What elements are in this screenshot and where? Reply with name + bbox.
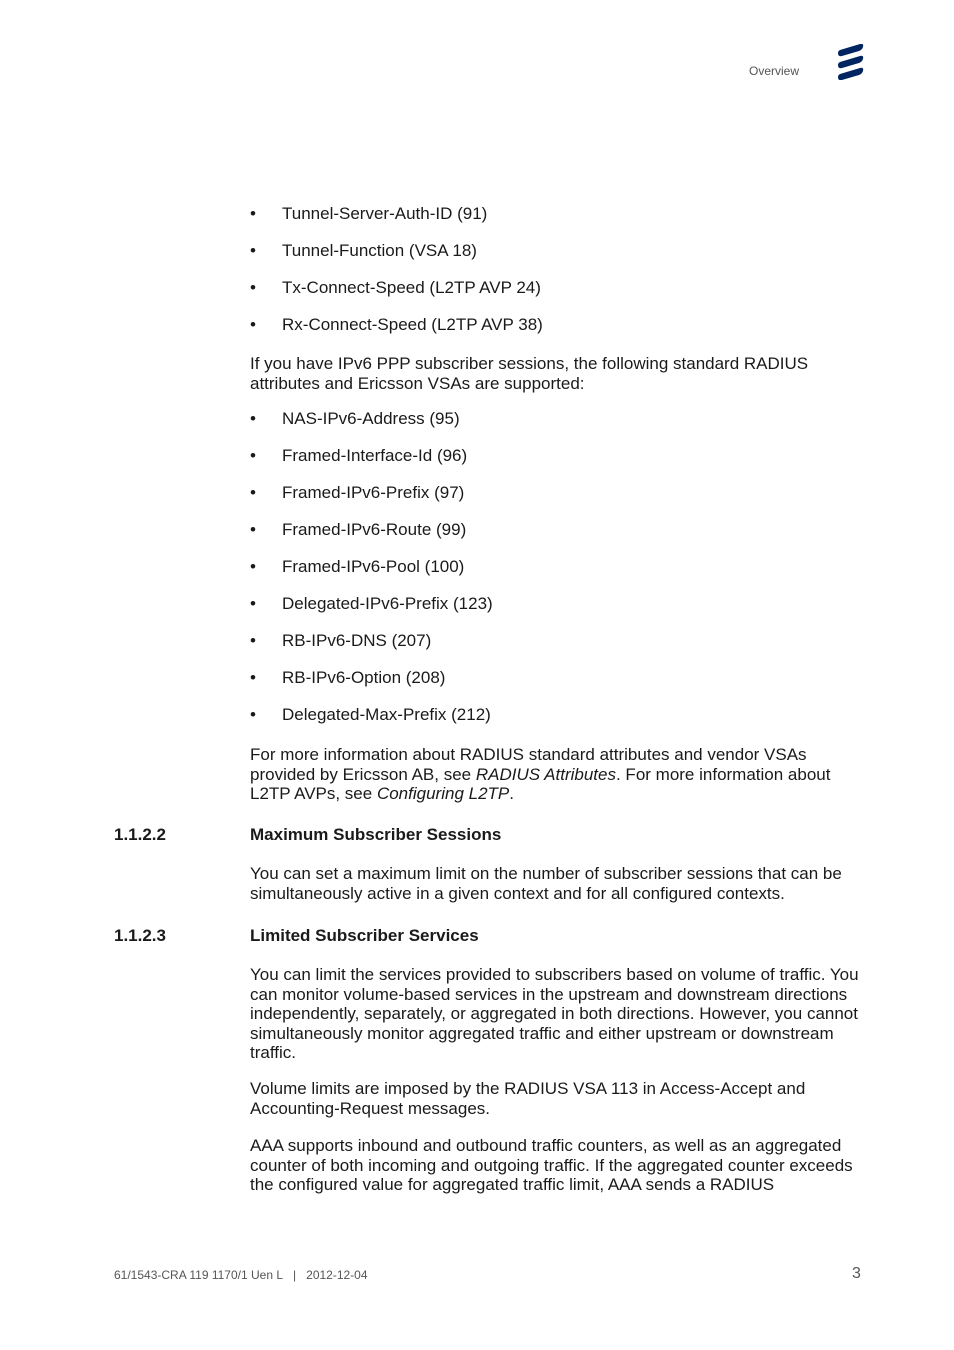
bullet-icon: • <box>250 520 256 539</box>
list-item: • NAS-IPv6-Address (95) <box>250 409 460 428</box>
bullet-icon: • <box>250 631 256 650</box>
list-item: • Framed-IPv6-Route (99) <box>250 520 467 539</box>
ericsson-logo-icon <box>836 44 866 80</box>
section-number: 1.1.2.3 <box>114 926 166 945</box>
document-id: 61/1543-CRA 119 1170/1 Uen L <box>114 1268 284 1282</box>
list-item: • Framed-IPv6-Pool (100) <box>250 557 465 576</box>
list-item: • RB-IPv6-Option (208) <box>250 668 446 687</box>
footer-separator: | <box>293 1268 297 1282</box>
page-number: 3 <box>852 1265 861 1282</box>
bullet-icon: • <box>250 483 256 502</box>
bullet-icon: • <box>250 557 256 576</box>
section-paragraph: AAA supports inbound and outbound traffic counters, as well as an aggregated counter of both incoming and outgoing traffic. If the aggregated counter exceeds the configured value for aggregated traffic limit, AAA sends a RADIUS <box>250 1136 853 1194</box>
bullet-icon: • <box>250 705 256 724</box>
list-item: • RB-IPv6-DNS (207) <box>250 631 432 650</box>
bullet-icon: • <box>250 409 256 428</box>
section-paragraph: You can limit the services provided to subscribers based on volume of traffic. You can monitor volume-based services in the upstream and downstream directions independently, separately, or aggregated in both directions. However, you cannot simultaneously monitor aggregated traffic and either upstream or downstream traffic. <box>250 965 859 1062</box>
bullet-icon: • <box>250 204 256 223</box>
list-item: • Delegated-IPv6-Prefix (123) <box>250 594 493 613</box>
running-header-section: Overview <box>749 64 800 78</box>
list-item: • Tx-Connect-Speed (L2TP AVP 24) <box>250 278 541 297</box>
ipv6-intro-paragraph: If you have IPv6 PPP subscriber sessions, the following standard RADIUS attributes and Ericsson VSAs are supported: <box>250 354 809 393</box>
bullet-icon: • <box>250 241 256 260</box>
section-paragraph: Volume limits are imposed by the RADIUS VSA 113 in Access-Accept and Accounting-Request messages. <box>250 1079 806 1118</box>
list-item: • Delegated-Max-Prefix (212) <box>250 705 491 724</box>
section-number: 1.1.2.2 <box>114 825 166 844</box>
section-title: Limited Subscriber Services <box>250 926 479 945</box>
radius-attributes-list <box>250 204 543 352</box>
ipv6-attributes-list <box>250 409 493 742</box>
bullet-icon: • <box>250 278 256 297</box>
section-title: Maximum Subscriber Sessions <box>250 825 502 844</box>
document-date: 2012-12-04 <box>306 1268 368 1282</box>
radius-attributes-reference[interactable]: RADIUS Attributes <box>475 764 616 784</box>
configuring-l2tp-reference[interactable]: Configuring L2TP <box>376 784 510 803</box>
list-item: • Tunnel-Function (VSA 18) <box>250 241 477 260</box>
bullet-icon: • <box>250 315 256 334</box>
list-item: • Framed-IPv6-Prefix (97) <box>250 483 465 502</box>
bullet-icon: • <box>250 594 256 613</box>
section-paragraph: You can set a maximum limit on the number of subscriber sessions that can be simultaneously active in a given context and for all configured contexts. <box>250 864 842 903</box>
list-item: • Rx-Connect-Speed (L2TP AVP 38) <box>250 315 543 334</box>
list-item: • Framed-Interface-Id (96) <box>250 446 468 465</box>
bullet-icon: • <box>250 446 256 465</box>
list-item: • Tunnel-Server-Auth-ID (91) <box>250 204 488 223</box>
footer-document-info <box>114 1268 368 1282</box>
bullet-icon: • <box>250 668 256 687</box>
more-info-paragraph: For more information about RADIUS standard attributes and vendor VSAs provided by Ericsson AB, see RADIUS Attributes. For more information about L2TP AVPs, see Configuring L2TP. <box>250 745 831 803</box>
